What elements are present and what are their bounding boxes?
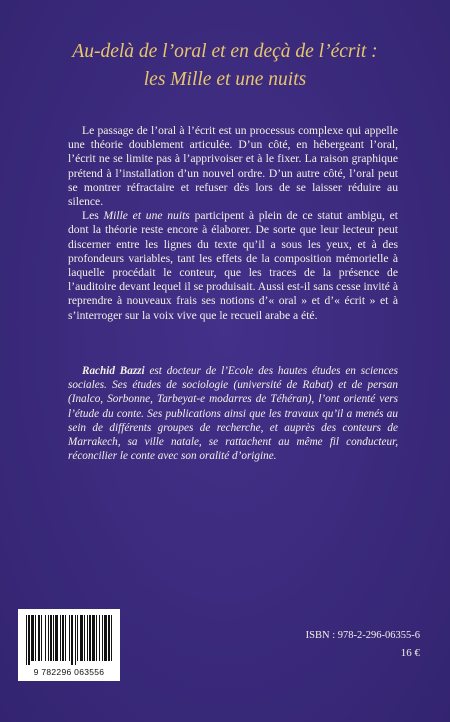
summary-paragraph-2-rest: participent à plein de ce statut ambigu, et dont la théorie reste encore à élaborer. De sorte que leur lecteur peut discerner entre les lignes du texte qu’il a sous les yeux, et à des profondeurs variables, tant les effets de la composition mémorielle à laquelle procédait le conteur, que les traces de la présence de l’auditoire devant lequel il se produisait. Aussi est-il sans cesse invité à reprendre à nouveaux frais ses notions d’« oral » et d’« écrit » et à s’interroger sur la voix vive que le recueil arabe a été. [68, 209, 399, 322]
summary-paragraph-1: Le passage de l’oral à l’écrit est un processus complexe qui appelle une théorie doublement articulée. D’un côté, en hébergeant l’oral, l’écrit ne se limite pas à l’apprivoiser et à le fixer. La raison graphique prétend à l’installation d’un nouvel ordre. D’un autre côté, l’oral peut se montrer réfractaire et refuser dès lors de se laisser réduire au silence. [68, 124, 398, 209]
price: 16 € [400, 647, 420, 659]
author-name: Rachid Bazzi [82, 365, 145, 377]
title-line-2: les Mille et une nuits [143, 69, 307, 90]
summary-paragraph-2-start: Les [82, 209, 104, 223]
barcode-digits: 9 782296 063556 [33, 667, 105, 677]
isbn: ISBN : 978-2-296-06355-6 [305, 630, 420, 641]
title-line-1: Au-delà de l’oral et en deçà de l’écrit : [72, 41, 378, 62]
back-cover-summary [68, 124, 398, 323]
work-title-italic: Mille et une nuits [103, 209, 190, 223]
book-title [0, 38, 450, 94]
author-bio [68, 364, 398, 463]
summary-paragraph-2 [68, 209, 398, 323]
author-bio-text: est docteur de l’Ecole des hautes études en sciences sociales. Ses études de sociologie (université de Rabat) et de persan (Inalco, Sorbonne, Tarbeyat-e modarres de Téhéran), l’ont orienté vers l’étude du conte. Ses publications ainsi que les travaux qu’il a menés au sein de différents groupes de recherche, et auprès des conteurs de Marrakech, sa ville natale, se rattachent au même fil conducteur, réconcilier le conte avec son oralité d’origine. [68, 365, 398, 463]
barcode-bars [18, 609, 120, 667]
barcode [18, 609, 120, 681]
